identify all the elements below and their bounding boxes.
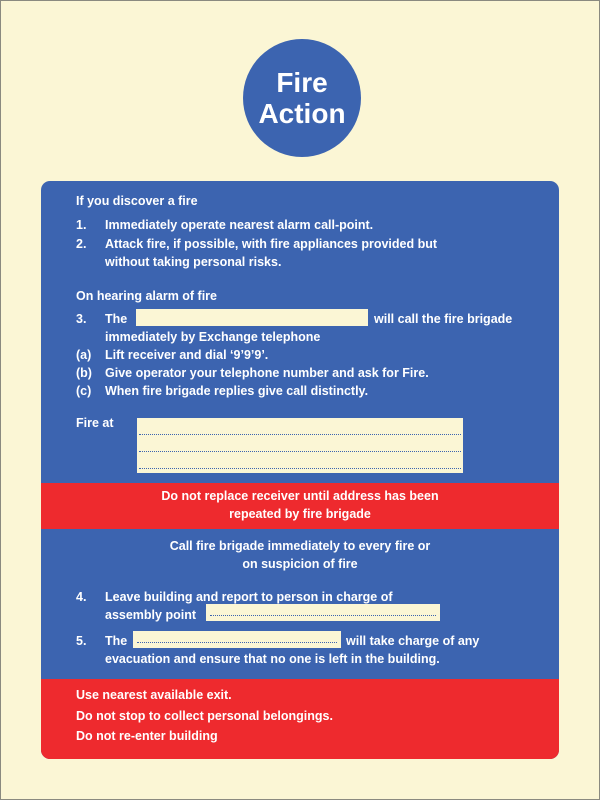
item-1-number: 1.	[76, 218, 87, 232]
item-3-line2: immediately by Exchange telephone	[105, 330, 321, 344]
assembly-dotted-line	[210, 615, 436, 616]
instructions-panel	[41, 181, 559, 759]
item-5-prefix: The	[105, 634, 128, 648]
item-c-text: When fire brigade replies give call distinctly.	[105, 384, 369, 398]
item-b-number: (b)	[76, 366, 92, 380]
call-brigade-line2: on suspicion of fire	[242, 557, 358, 571]
receiver-warning-band	[41, 483, 559, 529]
responsible-person-blank	[136, 309, 368, 326]
discover-heading: If you discover a fire	[76, 194, 198, 208]
fire-action-badge	[243, 39, 361, 157]
item-a-text: Lift receiver and dial ‘9’9’9’.	[105, 348, 269, 362]
address-dotted-line	[139, 468, 461, 469]
item-c-number: (c)	[76, 384, 92, 398]
exit-instruction: Do not stop to collect personal belongings.	[76, 709, 333, 723]
item-1-text: Immediately operate nearest alarm call-point.	[105, 218, 374, 232]
item-3-number: 3.	[76, 312, 87, 326]
item-4-number: 4.	[76, 590, 87, 604]
item-5-suffix: will take charge of any	[346, 634, 480, 648]
item-2-text-line2: without taking personal risks.	[105, 255, 282, 269]
exit-instructions-band	[41, 679, 559, 759]
exit-instruction: Use nearest available exit.	[76, 688, 232, 702]
item-5-number: 5.	[76, 634, 87, 648]
fire-address-box	[137, 418, 463, 473]
badge-title-line1: Fire	[276, 67, 328, 98]
call-brigade-line1: Call fire brigade immediately to every fire or	[169, 539, 431, 553]
address-dotted-line	[139, 434, 461, 435]
address-dotted-line	[139, 451, 461, 452]
item-4-line2: assembly point	[105, 608, 196, 622]
assembly-point-blank	[206, 604, 440, 621]
exit-instruction: Do not re-enter building	[76, 729, 218, 743]
item-b-text: Give operator your telephone number and ask for Fire.	[105, 366, 429, 380]
evacuation-person-blank	[133, 631, 341, 648]
badge-title-line2: Action	[258, 98, 346, 129]
fire-at-label: Fire at	[76, 416, 114, 430]
item-2-text-line1: Attack fire, if possible, with fire appliances provided but	[105, 237, 438, 251]
item-a-number: (a)	[76, 348, 92, 362]
evacuation-dotted-line	[137, 642, 337, 643]
alarm-heading: On hearing alarm of fire	[76, 289, 218, 303]
receiver-warning-line1: Do not replace receiver until address has been	[161, 489, 439, 503]
receiver-warning-line2: repeated by fire brigade	[229, 507, 371, 521]
item-4-line1: Leave building and report to person in charge of	[105, 590, 393, 604]
item-3-prefix: The	[105, 312, 128, 326]
item-3-suffix: will call the fire brigade	[374, 312, 513, 326]
item-5-line2: evacuation and ensure that no one is left in the building.	[105, 652, 440, 666]
item-2-number: 2.	[76, 237, 87, 251]
